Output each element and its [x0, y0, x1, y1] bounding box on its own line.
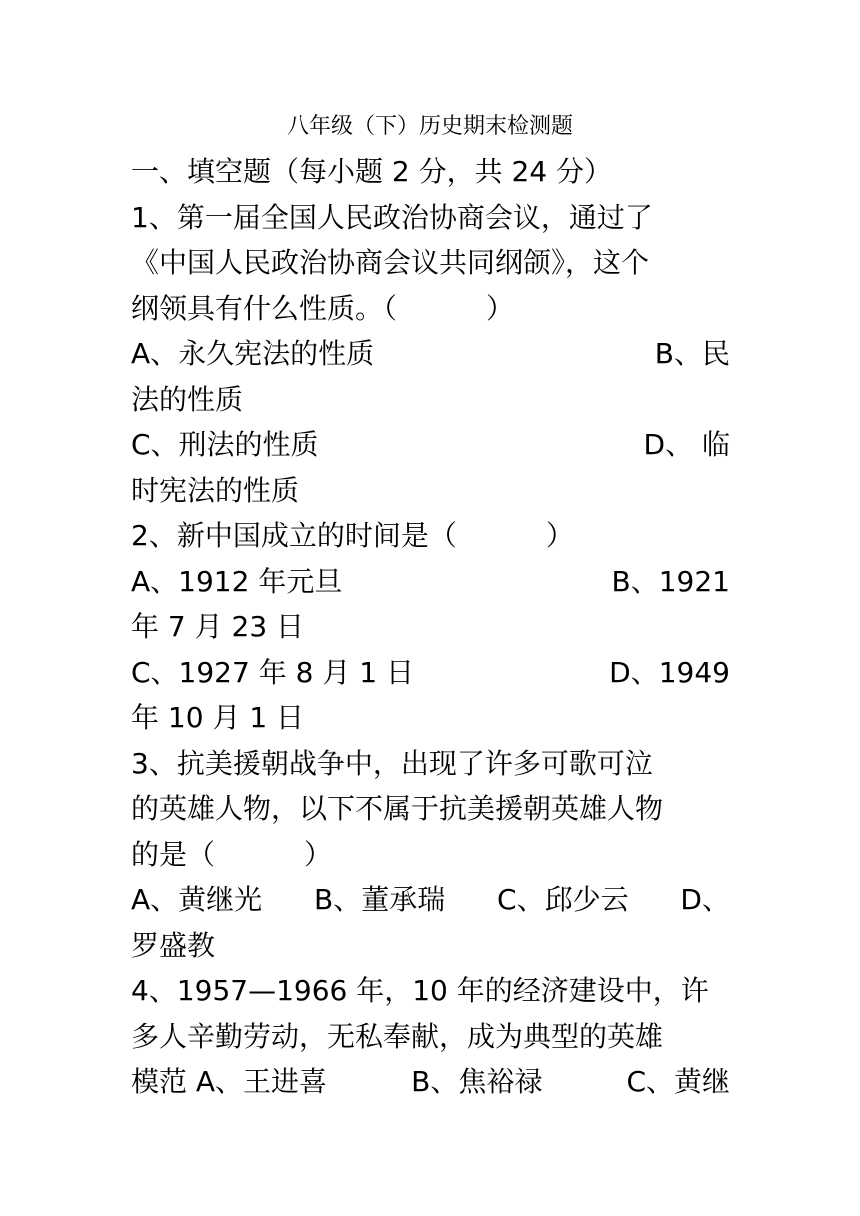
- question-3: [131, 741, 730, 969]
- option-d: D、 临: [643, 428, 730, 461]
- question-stem-line: 3、抗美援朝战争中，出现了许多可歌可泣: [131, 746, 653, 780]
- question-1: [131, 195, 730, 514]
- option-row: [131, 422, 730, 468]
- document-body: [131, 149, 730, 1105]
- option-d: D、: [680, 883, 730, 916]
- document-title: 八年级（下）历史期末检测题: [286, 114, 573, 139]
- question-stem-line: 《中国人民政治协商会议共同纲颌》，这个: [131, 246, 650, 279]
- option-continuation: 年 10 月 1 日: [131, 701, 305, 734]
- section-heading: 一、填空题（每小题 2 分，共 24 分）: [131, 155, 613, 188]
- question-stem-line: 的是（ ）: [131, 837, 333, 871]
- option-a: 模范 A、王进喜: [131, 1065, 328, 1098]
- option-row: [131, 559, 730, 605]
- option-c: C、邱少云: [497, 883, 629, 916]
- option-a: A、永久宪法的性质: [131, 337, 375, 370]
- option-b: B、董承瑞: [313, 883, 446, 916]
- question-stem-line: 纲领具有什么性质。（ ）: [131, 291, 515, 325]
- option-b: B、1921: [611, 564, 730, 598]
- option-row: [131, 877, 730, 923]
- option-row: [131, 1059, 730, 1105]
- option-c: C、1927 年 8 月 1 日: [131, 655, 414, 689]
- option-continuation: 年 7 月 23 日: [131, 610, 305, 643]
- question-stem-line: 的英雄人物，以下不属于抗美援朝英雄人物: [131, 792, 664, 825]
- question-stem-line: 1、第一届全国人民政治协商会议，通过了: [131, 200, 653, 234]
- question-2: [131, 513, 730, 741]
- option-row: [131, 650, 730, 696]
- option-row: [131, 331, 730, 377]
- option-b: B、民: [654, 337, 730, 370]
- option-continuation: 时宪法的性质: [131, 473, 300, 507]
- option-a: A、黄继光: [131, 883, 263, 916]
- option-d: D、1949: [609, 655, 730, 689]
- option-a: A、1912 年元旦: [131, 564, 343, 598]
- option-c: C、黄继: [626, 1065, 730, 1098]
- question-stem-line: 2、新中国成立的时间是（ ）: [131, 519, 574, 552]
- option-b: B、焦裕禄: [411, 1065, 543, 1098]
- option-continuation: 罗盛教: [131, 928, 216, 962]
- question-stem-line: 多人辛勤劳动，无私奉献，成为典型的英雄: [131, 1019, 664, 1053]
- question-stem-line: 4、1957—1966 年，10 年的经济建设中，许: [131, 974, 709, 1007]
- option-continuation: 法的性质: [131, 382, 244, 416]
- option-c: C、刑法的性质: [131, 428, 319, 461]
- question-4: [131, 968, 730, 1105]
